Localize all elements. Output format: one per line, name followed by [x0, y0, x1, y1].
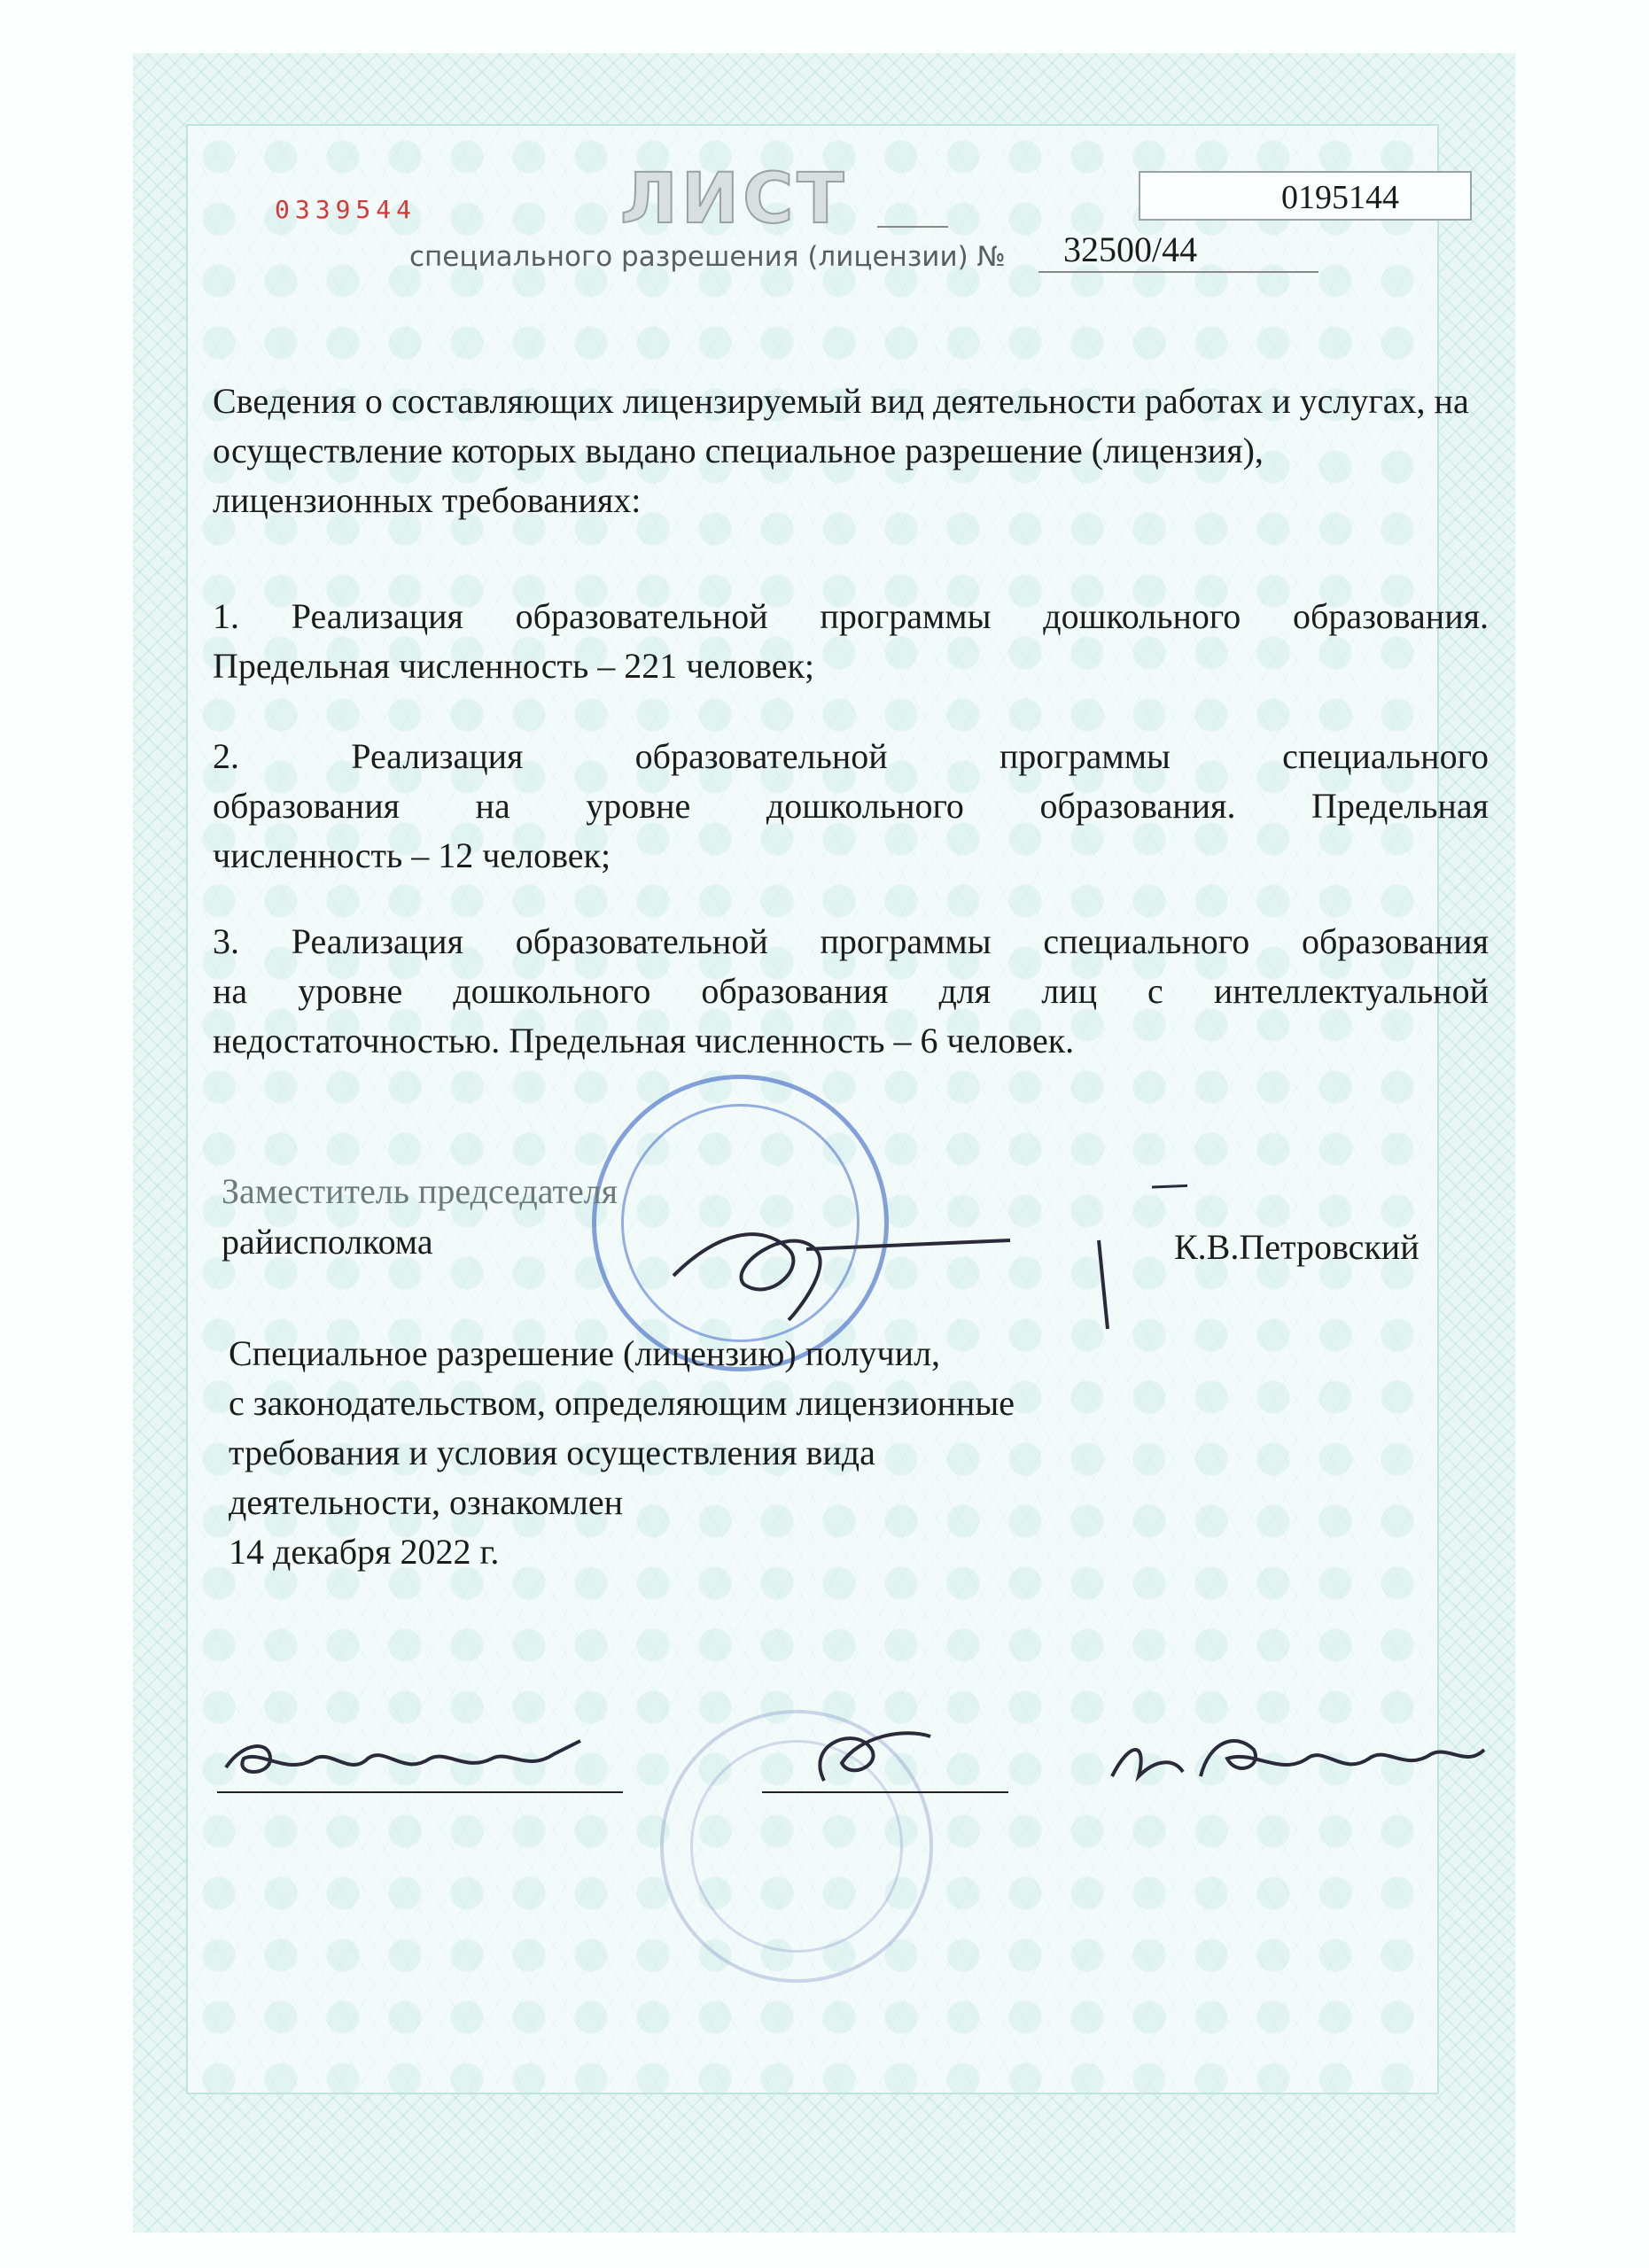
- sheet-number: 0195144: [1281, 179, 1399, 216]
- item-3-line-3: недостаточностью. Предельная численность – 6 человек.: [213, 1021, 1075, 1060]
- intro-text: Сведения о составляющих лицензируемый вид деятельности работах и услугах, на осуществление которых выдано специальное разрешение (лицензия), лицензионных требованиях:: [213, 381, 1469, 520]
- recipient-signature-line: [762, 1791, 1008, 1793]
- acknowledgement-line-4: деятельности, ознакомлен: [229, 1482, 624, 1522]
- recipient-position-handwritten: [217, 1723, 589, 1794]
- sheet-number-box: [1139, 171, 1472, 221]
- signatory-name: К.В.Петровский: [1174, 1227, 1420, 1267]
- title-underline: [877, 226, 948, 228]
- item-3-line-1: 3. Реализация образовательной программы специального образования: [213, 921, 1489, 961]
- license-number: 32500/44: [1063, 229, 1198, 269]
- item-2: [213, 732, 1489, 881]
- item-3: [213, 917, 1489, 1066]
- serial-number: 0339544: [275, 195, 417, 224]
- acknowledgement-date: 14 декабря 2022 г.: [229, 1532, 500, 1572]
- signatory-position-line-1: Заместитель председателя: [222, 1171, 618, 1211]
- acknowledgement-line-2: с законодательством, определяющим лицензионные: [229, 1383, 1015, 1423]
- recipient-name-handwritten: [1103, 1723, 1493, 1798]
- item-2-line-2: образования на уровне дошкольного образования. Предельная: [213, 786, 1489, 826]
- item-1-line-1: 1. Реализация образовательной программы дошкольного образования.: [213, 596, 1489, 636]
- acknowledgement-line-1: Специальное разрешение (лицензию) получил,: [229, 1333, 941, 1373]
- subtitle: специального разрешения (лицензии) №: [409, 241, 1006, 273]
- page-title: ЛИСТ: [620, 159, 848, 239]
- item-2-line-1: 2. Реализация образовательной программы специального: [213, 736, 1489, 776]
- item-2-line-3: численность – 12 человек;: [213, 835, 611, 875]
- signatory-signature: [638, 1169, 1187, 1347]
- recipient-signature: [797, 1719, 975, 1790]
- license-number-field: [1038, 229, 1318, 273]
- acknowledgement: [229, 1329, 1115, 1577]
- acknowledgement-line-3: требования и условия осуществления вида: [229, 1433, 875, 1472]
- item-1-line-2: Предельная численность – 221 человек;: [213, 646, 815, 686]
- signatory-position-line-2: райисполкома: [222, 1222, 433, 1262]
- item-1: [213, 592, 1489, 691]
- item-3-line-2: на уровне дошкольного образования для лиц с интеллектуальной: [213, 971, 1489, 1011]
